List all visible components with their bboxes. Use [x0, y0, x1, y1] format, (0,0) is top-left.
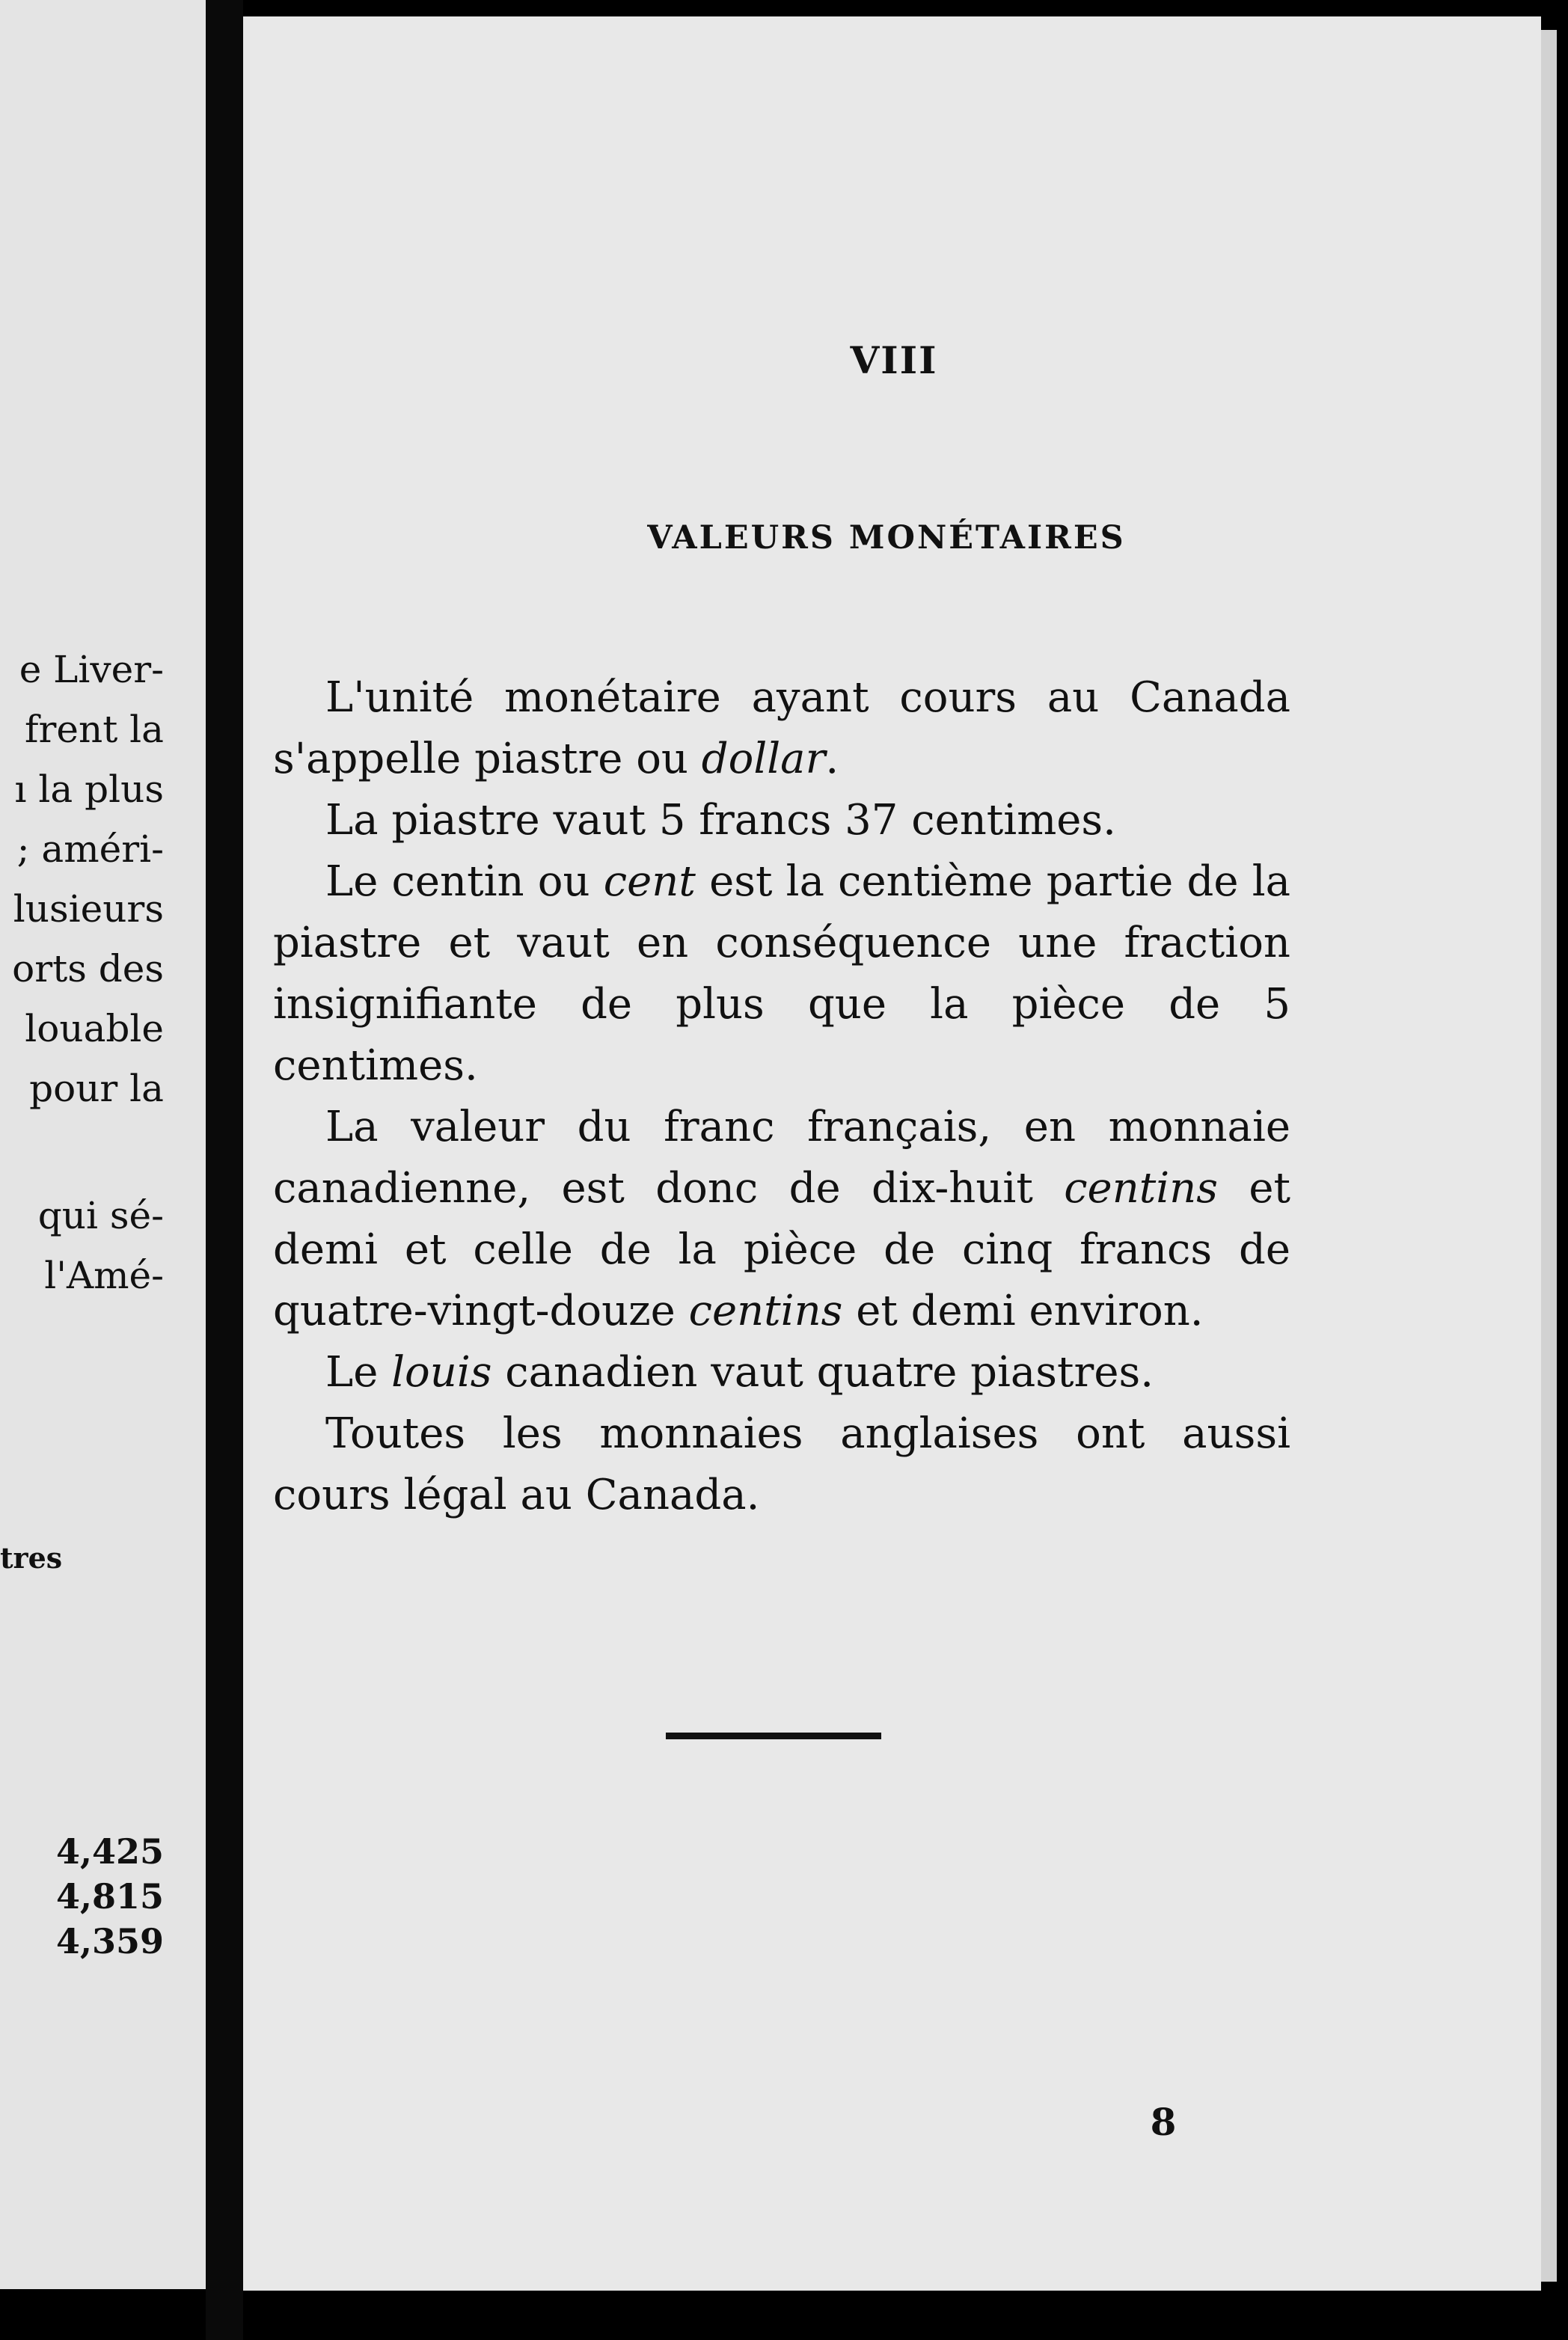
text-run: Toutes les monnaies anglaises ont aussi cours légal au Canada. — [273, 1409, 1290, 1519]
body-text — [273, 667, 1290, 1526]
page-number: 8 — [1150, 2100, 1177, 2144]
chapter-number: VIII — [850, 338, 938, 382]
left-number: 4,359 — [55, 1921, 164, 1961]
left-fragment-word: tres — [0, 1541, 63, 1575]
left-line: pour la — [29, 1067, 164, 1110]
paragraph — [273, 1097, 1290, 1342]
left-number: 4,425 — [55, 1831, 164, 1872]
left-line: l'Amé- — [44, 1254, 164, 1297]
paragraph — [273, 1342, 1290, 1403]
text-run: et demi environ. — [842, 1287, 1204, 1335]
left-line: frent la — [25, 708, 164, 751]
chapter-title: VALEURS MONÉTAIRES — [647, 519, 1126, 557]
text-run: Le centin ou — [325, 857, 604, 906]
left-line: qui sé- — [37, 1194, 164, 1237]
italic-text: centins — [688, 1287, 843, 1335]
paragraph — [273, 667, 1290, 790]
italic-text: centins — [1064, 1164, 1218, 1213]
paragraph — [273, 851, 1290, 1097]
paragraph — [273, 790, 1290, 851]
left-line: ; améri- — [16, 827, 164, 871]
left-page-fragment — [0, 0, 206, 2289]
main-page — [243, 16, 1541, 2291]
text-run: . — [825, 735, 839, 783]
left-line: lusieurs — [13, 887, 164, 931]
text-run: est la centième partie de la piastre et vaut en conséquence une fraction insignifiante de plus que la pièce de 5 centimes. — [273, 857, 1290, 1090]
paragraph — [273, 1403, 1290, 1526]
text-run: L'unité monétaire ayant cours au Canada s'appelle piastre ou — [273, 673, 1290, 783]
left-line: e Liver- — [19, 648, 164, 691]
section-rule — [666, 1733, 881, 1739]
text-run: Le — [325, 1348, 392, 1397]
text-run: et demi et celle de la pièce de cinq francs de quatre-vingt-douze — [273, 1164, 1290, 1335]
text-run: La valeur du franc français, en monnaie canadienne, est donc de dix-huit — [273, 1103, 1290, 1213]
italic-text: dollar — [701, 735, 826, 783]
book-gutter — [206, 0, 243, 2340]
left-number: 4,815 — [55, 1876, 164, 1917]
text-run: canadien vaut quatre piastres. — [491, 1348, 1154, 1397]
italic-text: louis — [391, 1348, 492, 1397]
left-line: orts des — [12, 947, 164, 990]
left-line: louable — [25, 1007, 164, 1050]
left-line: ı la plus — [14, 768, 164, 811]
text-run: La piastre vaut 5 francs 37 centimes. — [325, 796, 1116, 845]
italic-text: cent — [603, 857, 696, 906]
